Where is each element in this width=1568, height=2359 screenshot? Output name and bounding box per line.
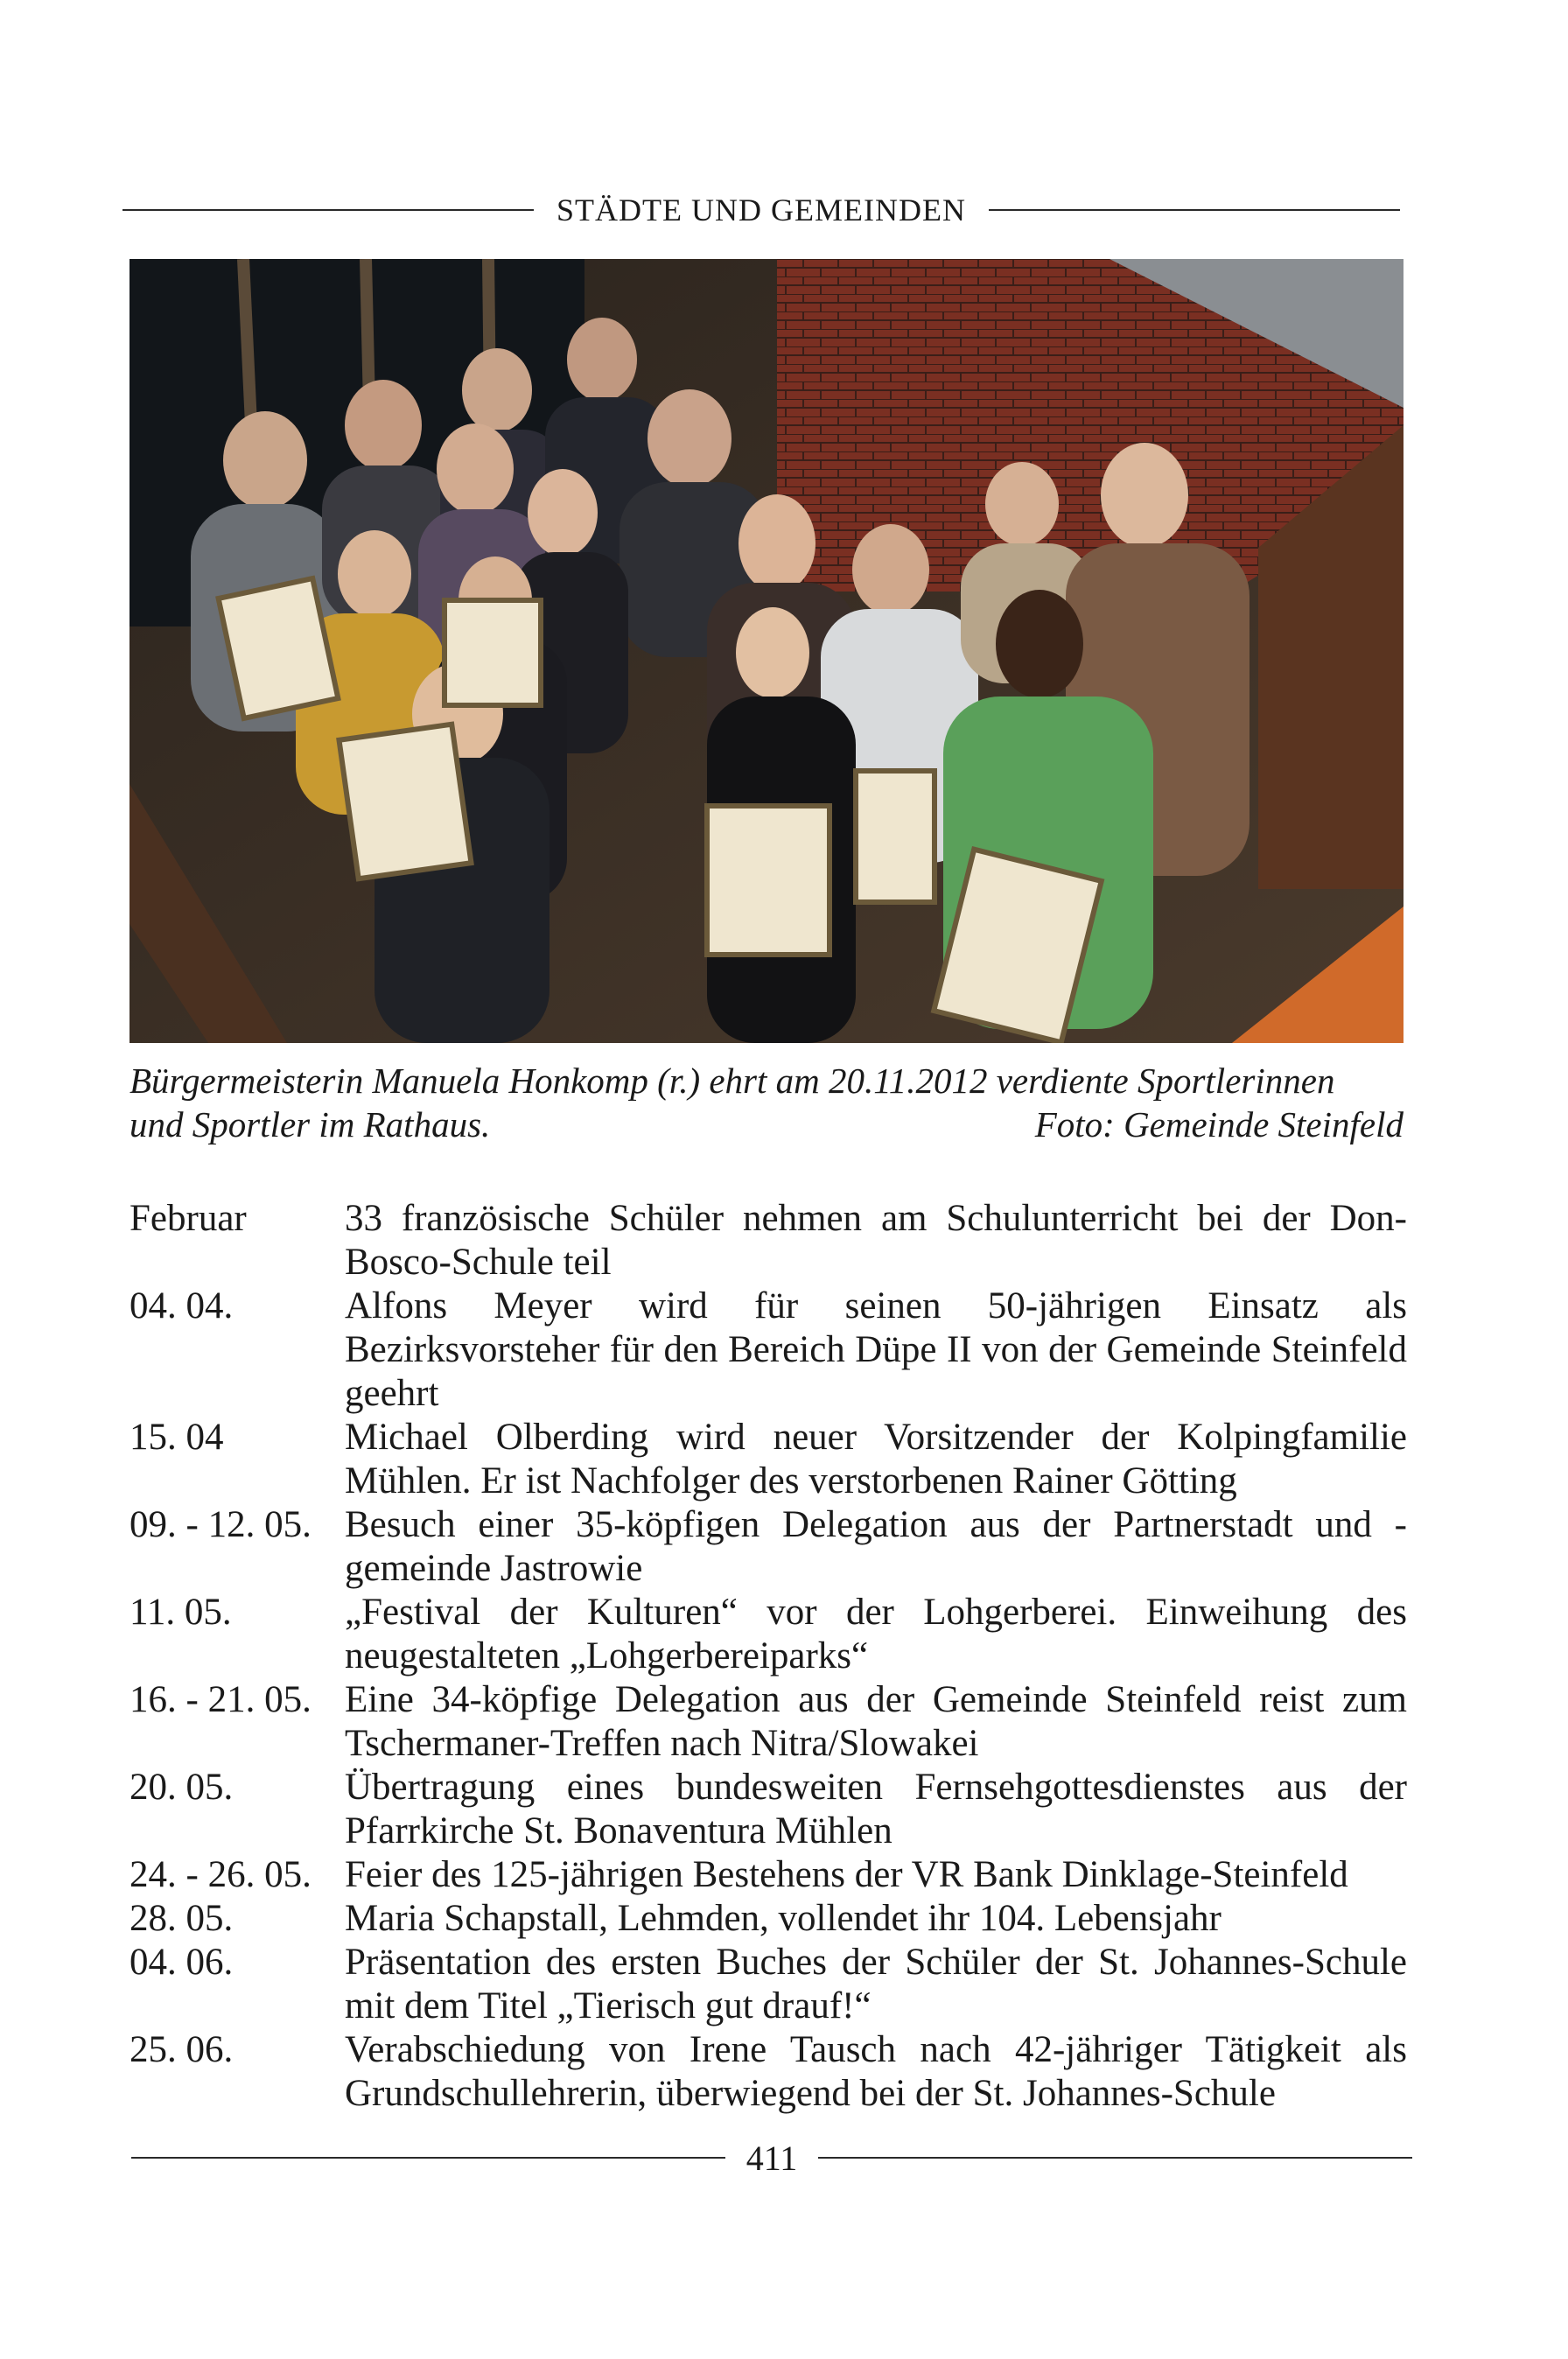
running-header	[122, 187, 1400, 233]
entry-text: Eine 34-köpfige Delegation aus der Gemeinde Steinfeld reist zum Tschermaner-Treffen nach Nitra/Slowakei	[345, 1679, 1407, 1764]
footer-rule-right	[818, 2157, 1412, 2159]
group-photo-icon	[130, 259, 1404, 1043]
entry-date: 04. 04.	[130, 1285, 234, 1326]
chronicle-entry	[130, 1678, 1407, 1766]
header-rule-left	[122, 209, 534, 211]
entry-date: 20. 05.	[130, 1767, 234, 1808]
entry-date: 15. 04	[130, 1417, 224, 1458]
entry-date: 28. 05.	[130, 1898, 234, 1939]
entry-text: Alfons Meyer wird für seinen 50-jährigen Einsatz als Bezirksvorsteher für den Bereich Düpe II von der Gemeinde Steinfeld geehrt	[345, 1285, 1407, 1414]
entry-text: 33 französische Schüler nehmen am Schulunterricht bei der Don-Bosco-Schule teil	[345, 1198, 1407, 1283]
chronicle-entry	[130, 1941, 1407, 2028]
entry-text: Feier des 125-jährigen Bestehens der VR Bank Dinklage-Steinfeld	[345, 1854, 1348, 1895]
entry-text: Michael Olberding wird neuer Vorsitzender der Kolpingfamilie Mühlen. Er ist Nachfolger des verstorbenen Rainer Götting	[345, 1417, 1407, 1502]
entry-text: „Festival der Kulturen“ vor der Lohgerberei. Einweihung des neugestalteten „Lohgerbereiparks“	[345, 1592, 1407, 1676]
chronicle-list	[130, 1197, 1407, 2116]
entry-date: Februar	[130, 1198, 247, 1239]
entry-text: Präsentation des ersten Buches der Schüler der St. Johannes-Schule mit dem Titel „Tierisch gut drauf!“	[345, 1942, 1407, 2026]
entry-date: 16. - 21. 05.	[130, 1679, 312, 1720]
entry-date: 04. 06.	[130, 1942, 234, 1983]
chronicle-entry	[130, 1853, 1407, 1897]
chronicle-entry	[130, 1284, 1407, 1416]
entry-text: Maria Schapstall, Lehmden, vollendet ihr 104. Lebensjahr	[345, 1898, 1222, 1939]
entry-date: 09. - 12. 05.	[130, 1504, 312, 1545]
section-title: STÄDTE UND GEMEINDEN	[556, 192, 966, 228]
chronicle-entry	[130, 2028, 1407, 2116]
caption-line-1: Bürgermeisterin Manuela Honkomp (r.) ehrt am 20.11.2012 verdiente Sportlerinnen	[130, 1060, 1335, 1101]
entry-date: 24. - 26. 05.	[130, 1854, 312, 1895]
entry-date: 25. 06.	[130, 2029, 234, 2070]
chronicle-entry	[130, 1197, 1407, 1284]
chronicle-entry	[130, 1897, 1407, 1941]
caption-line-2	[130, 1102, 1404, 1146]
entry-text: Besuch einer 35-köpfigen Delegation aus der Partnerstadt und -gemeinde Jastrowie	[345, 1504, 1407, 1589]
chronicle-entry	[130, 1591, 1407, 1678]
header-rule-right	[989, 209, 1400, 211]
group-photo	[130, 259, 1404, 1043]
entry-date: 11. 05.	[130, 1592, 232, 1633]
chronicle-entry	[130, 1416, 1407, 1503]
entry-text: Verabschiedung von Irene Tausch nach 42-jähriger Tätigkeit als Grundschullehrerin, überwiegend bei der St. Johannes-Schule	[345, 2029, 1407, 2114]
caption-line-2-text: und Sportler im Rathaus.	[130, 1104, 491, 1144]
page-number: 411	[746, 2138, 798, 2178]
page-footer	[131, 2132, 1412, 2184]
footer-rule-left	[131, 2157, 725, 2159]
photo-credit: Foto: Gemeinde Steinfeld	[1034, 1104, 1404, 1144]
entry-text: Übertragung eines bundesweiten Fernsehgottesdienstes aus der Pfarrkirche St. Bonaventura Mühlen	[345, 1767, 1407, 1852]
chronicle-entry	[130, 1766, 1407, 1853]
chronicle-entry	[130, 1503, 1407, 1591]
photo-caption	[130, 1059, 1404, 1146]
